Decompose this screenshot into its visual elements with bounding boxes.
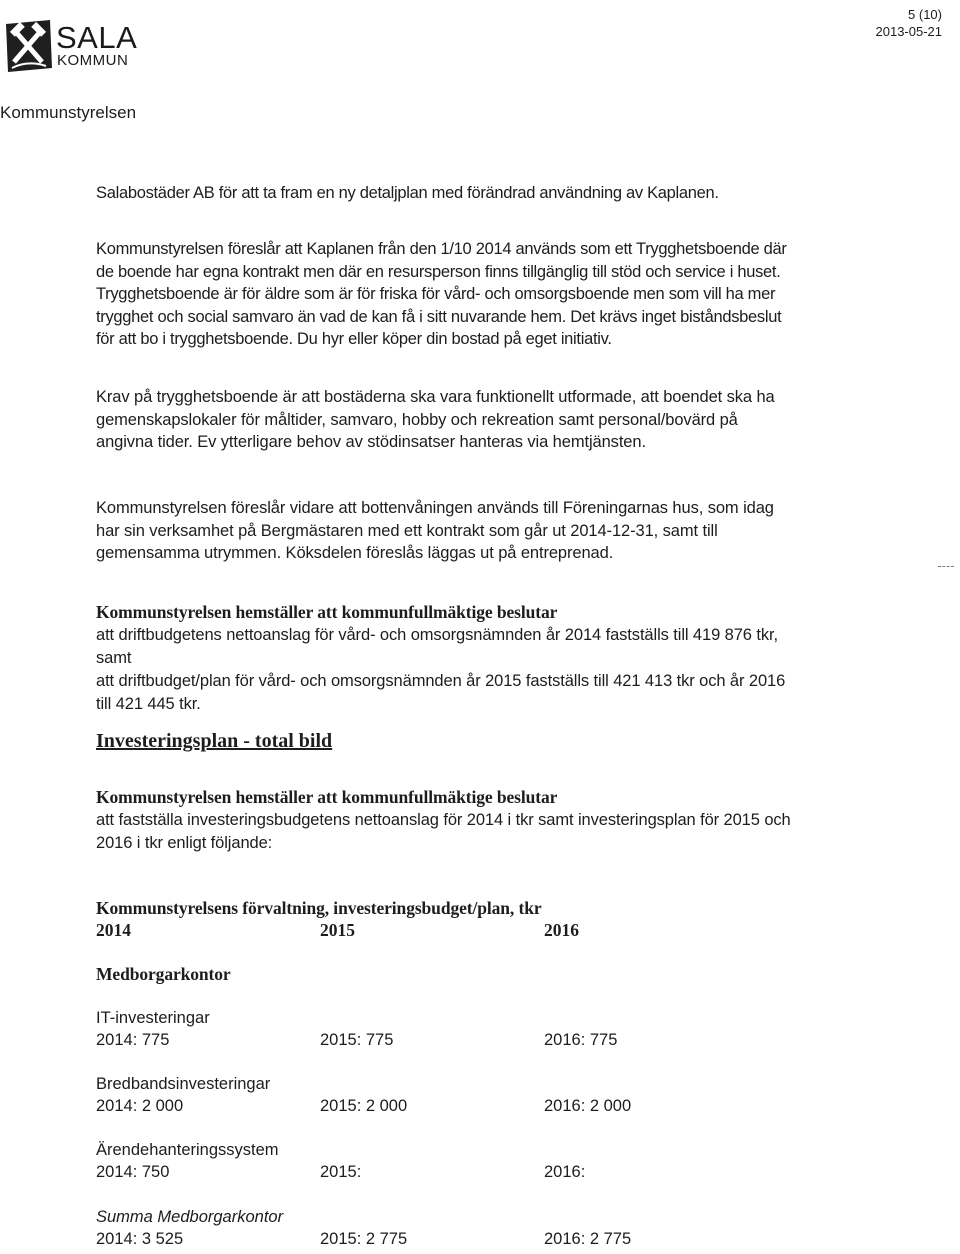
- item-value: 2014: 775: [96, 1031, 170, 1049]
- item-value: 2016:: [544, 1163, 586, 1181]
- department-name: Kommunstyrelsen: [0, 103, 137, 122]
- item-value: 2016: 775: [544, 1031, 618, 1049]
- logo-text-sala: SALA: [56, 20, 138, 55]
- page-number: 5 (10): [908, 7, 942, 22]
- year-header: 2016: [544, 920, 579, 940]
- item-values: [96, 1097, 796, 1121]
- item-name: IT-investeringar: [96, 1009, 210, 1027]
- logo-text-kommun: KOMMUN: [57, 52, 129, 69]
- decision-heading-1: Kommunstyrelsen hemställer att kommunfullmäktige beslutar: [96, 602, 558, 622]
- document-date: 2013-05-21: [875, 24, 942, 39]
- summary-value: 2014: 3 525: [96, 1230, 184, 1248]
- margin-mark: [938, 566, 954, 568]
- budget-title: Kommunstyrelsens förvaltning, investeringsbudget/plan, tkr: [96, 898, 542, 918]
- paragraph-intro: Salabostäder AB för att ta fram en ny detaljplan med förändrad användning av Kaplanen.: [96, 184, 719, 202]
- decision-heading-2: Kommunstyrelsen hemställer att kommunfullmäktige beslutar: [96, 787, 558, 807]
- item-values: [96, 1163, 796, 1187]
- decision-1-line-2: att driftbudget/plan för vård- och omsorgsnämnden år 2015 fastställs till 421 413 tkr och år 2016 till 421 445 tkr.: [96, 672, 786, 713]
- decision-1-line-1: att driftbudgetens nettoanslag för vård- och omsorgsnämnden år 2014 fastställs till 419 876 tkr, samt: [96, 626, 778, 667]
- item-name: Bredbandsinvesteringar: [96, 1075, 271, 1093]
- summary-value: 2016: 2 775: [544, 1230, 632, 1248]
- budget-year-headers: [96, 920, 796, 944]
- summary-name: Summa Medborgarkontor: [96, 1208, 284, 1226]
- summary-value: 2015: 2 775: [320, 1230, 408, 1248]
- decision-2-text: att fastställa investeringsbudgetens nettoanslag för 2014 i tkr samt investeringsplan för 2015 och 2016 i tkr enligt följande:: [96, 811, 791, 852]
- item-value: 2015: 775: [320, 1031, 394, 1049]
- item-value: 2014: 750: [96, 1163, 170, 1181]
- hammer-pick-logo-icon: [2, 18, 54, 74]
- year-header: 2015: [320, 920, 355, 940]
- unit-heading: Medborgarkontor: [96, 964, 231, 984]
- item-value: 2014: 2 000: [96, 1097, 184, 1115]
- year-header: 2014: [96, 920, 131, 940]
- item-value: 2015:: [320, 1163, 362, 1181]
- paragraph-bottom-floor: Kommunstyrelsen föreslår vidare att bottenvåningen används till Föreningarnas hus, som idag har sin verksamhet på Bergmästaren med ett kontrakt som går ut 2014-12-31, samt till gemensamma utrymmen. Köksdelen föreslås läggas ut på entreprenad.: [96, 499, 774, 563]
- logo: [0, 2, 150, 72]
- page-info: [876, 6, 943, 40]
- paragraph-trygghetsboende: Kommunstyrelsen föreslår att Kaplanen från den 1/10 2014 används som ett Trygghetsboende där de boende har egna kontrakt men där en resursperson finns tillgänglig till stöd och service i huset. Trygghetsboende är för äldre som är för friska för vård- och omsorgsboende men som vill ha mer trygghet och social samvaro än vad de kan få i sitt nuvarande hem. Det krävs inget biståndsbeslut för att bo i trygghetsboende. Du hyr eller köper din bostad på eget initiativ.: [96, 240, 787, 349]
- item-values: [96, 1031, 796, 1055]
- summary-values: [96, 1230, 796, 1254]
- item-value: 2016: 2 000: [544, 1097, 632, 1115]
- paragraph-requirements: Krav på trygghetsboende är att bostäderna ska vara funktionellt utformade, att boendet ska ha gemenskapslokaler för måltider, samvaro, hobby och rekreation samt personal/bovärd på angivna tider. Ev ytterligare behov av stödinsatser hanteras via hemtjänsten.: [96, 388, 775, 452]
- section-title: Investeringsplan - total bild: [96, 730, 333, 752]
- item-value: 2015: 2 000: [320, 1097, 408, 1115]
- item-name: Ärendehanteringssystem: [96, 1141, 279, 1159]
